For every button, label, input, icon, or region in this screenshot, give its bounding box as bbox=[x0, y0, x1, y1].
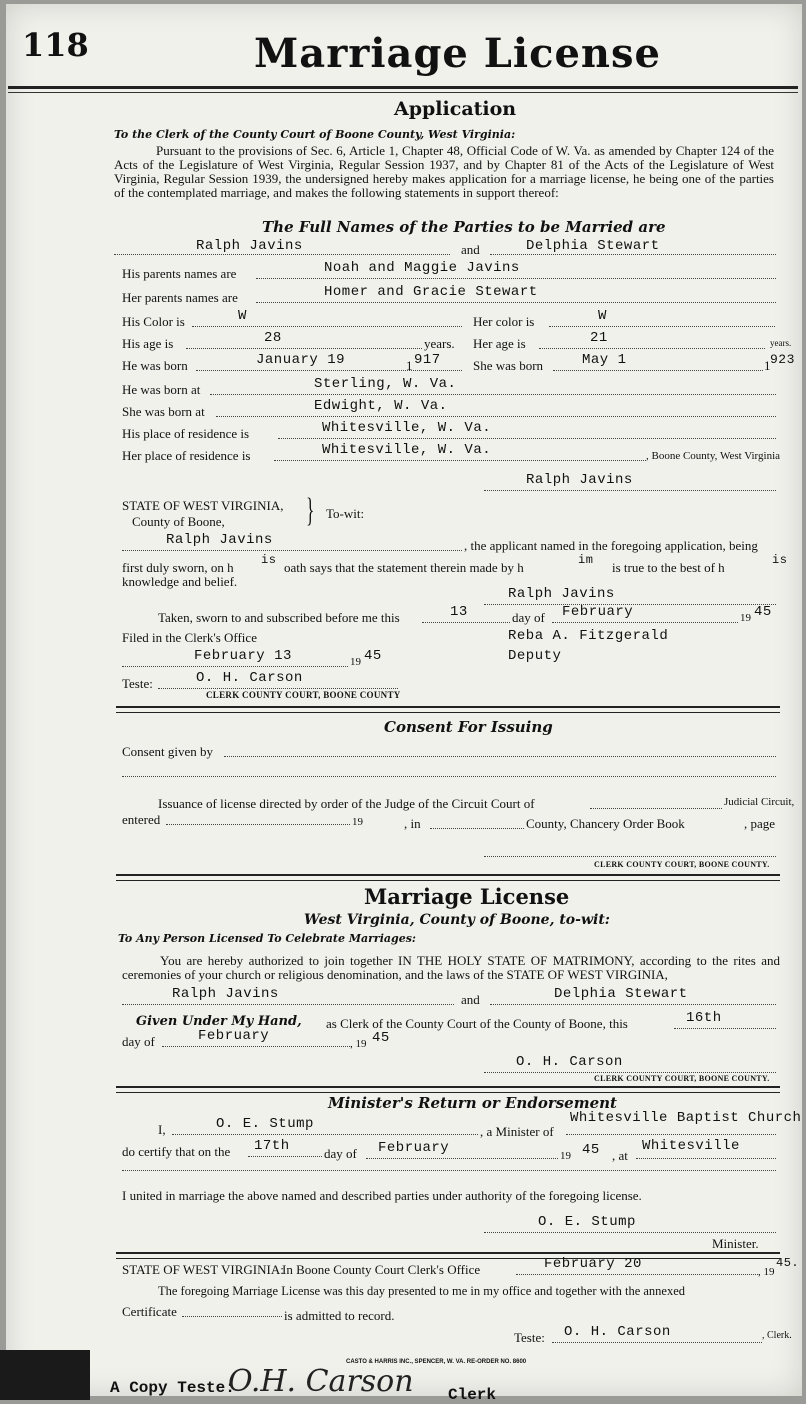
license-clerk-signature: O. H. Carson bbox=[516, 1054, 623, 1070]
his-age: 28 bbox=[264, 330, 282, 346]
page-number: 118 bbox=[22, 26, 89, 64]
minister-label: Minister. bbox=[712, 1236, 759, 1251]
consent-heading: Consent For Issuing bbox=[384, 718, 553, 736]
affidavit-state: STATE OF WEST VIRGINIA, bbox=[122, 498, 284, 513]
license-year-prefix: , 19 bbox=[350, 1038, 367, 1050]
boone-county: , Boone County, West Virginia bbox=[646, 450, 781, 462]
sworn-year: 45 bbox=[754, 604, 772, 620]
teste-name: O. H. Carson bbox=[196, 670, 303, 686]
county-book: County, Chancery Order Book bbox=[526, 816, 685, 831]
minister-of-label: , a Minister of bbox=[480, 1124, 554, 1139]
to-clerk: To the Clerk of the County Court of Boone County, West Virginia: bbox=[114, 128, 516, 141]
groom-name: Ralph Javins bbox=[196, 238, 303, 254]
record-date: February 20 bbox=[544, 1256, 642, 1272]
he-born-date: January 19 bbox=[256, 352, 346, 368]
record-paragraph: The foregoing Marriage License was this day presented to me in my office and together with the annexed bbox=[158, 1284, 686, 1298]
sworn-label: Taken, sworn to and subscribed before me this bbox=[158, 610, 400, 625]
years-label-2: years. bbox=[770, 338, 792, 348]
admitted-text: is admitted to record. bbox=[284, 1308, 395, 1323]
application-heading: Application bbox=[394, 98, 517, 120]
record-office-text: In Boone County Court Clerk's Office bbox=[282, 1262, 481, 1277]
his-color: W bbox=[238, 308, 247, 324]
sworn-line-a: first duly sworn, on h bbox=[122, 560, 234, 575]
her-residence: Whitesville, W. Va. bbox=[322, 442, 492, 458]
he-born-at: Sterling, W. Va. bbox=[314, 376, 457, 392]
minister-day-of: day of bbox=[324, 1146, 357, 1161]
she-born-at-label: She was born at bbox=[122, 404, 205, 419]
section-divider-2 bbox=[116, 874, 780, 881]
filed-year: 45 bbox=[364, 648, 382, 664]
teste-label: Teste: bbox=[122, 676, 153, 691]
page-label: , page bbox=[744, 816, 776, 831]
minister-name: O. E. Stump bbox=[216, 1116, 314, 1132]
united-text: I united in marriage the above named and described parties under authority of the foregoing license. bbox=[122, 1188, 642, 1203]
copy-teste-clerk: Clerk bbox=[448, 1386, 497, 1404]
record-clerk: , Clerk. bbox=[762, 1330, 792, 1341]
entered-nineteen: 19 bbox=[352, 816, 363, 828]
his-color-label: His Color is bbox=[122, 314, 185, 329]
copy-teste-signature: O.H. Carson bbox=[228, 1364, 414, 1399]
record-teste-name: O. H. Carson bbox=[564, 1324, 671, 1340]
record-year-prefix: , 19 bbox=[758, 1266, 775, 1278]
corner-mark bbox=[0, 1350, 90, 1400]
affiant-name: Ralph Javins bbox=[166, 532, 273, 548]
she-born-year-prefix: 1 bbox=[764, 358, 771, 373]
his-fill: is bbox=[261, 553, 277, 567]
judicial-circuit: Judicial Circuit, bbox=[724, 796, 795, 808]
affidavit-county: County of Boone, bbox=[132, 514, 225, 529]
consent-given-by: Consent given by bbox=[122, 744, 213, 759]
section-divider-3 bbox=[116, 1086, 780, 1093]
record-year: 45. bbox=[776, 1256, 800, 1270]
she-born-date: May 1 bbox=[582, 352, 627, 368]
license-groom: Ralph Javins bbox=[172, 986, 279, 1002]
clerk-caption-2: CLERK COUNTY COURT, BOONE COUNTY. bbox=[594, 860, 770, 869]
as-clerk-text: as Clerk of the County Court of the County of Boone, this bbox=[326, 1016, 628, 1031]
she-born-label: She was born bbox=[473, 358, 544, 373]
issuance-text: Issuance of license directed by order of the Judge of the Circuit Court of bbox=[158, 796, 535, 811]
at-label: , at bbox=[612, 1148, 628, 1163]
her-age: 21 bbox=[590, 330, 608, 346]
section-divider-1 bbox=[116, 706, 780, 713]
her-parents: Homer and Gracie Stewart bbox=[324, 284, 538, 300]
clerk-caption-3: CLERK COUNTY COURT, BOONE COUNTY. bbox=[594, 1074, 770, 1083]
top-rule bbox=[8, 86, 798, 89]
his-age-label: His age is bbox=[122, 336, 174, 351]
minister-i: I, bbox=[158, 1122, 166, 1137]
sworn-month: February bbox=[562, 604, 634, 620]
printer-imprint: CASTO & HARRIS INC., SPENCER, W. VA. RE-ORDER NO. 8600 bbox=[346, 1359, 527, 1365]
filed-year-prefix: 19 bbox=[350, 656, 361, 668]
to-any-person: To Any Person Licensed To Celebrate Marriages: bbox=[118, 932, 416, 945]
knowledge: knowledge and belief. bbox=[122, 574, 238, 589]
his-residence: Whitesville, W. Va. bbox=[322, 420, 492, 436]
her-residence-label: Her place of residence is bbox=[122, 448, 251, 463]
she-born-year: 923 bbox=[770, 352, 795, 367]
deputy-title: Deputy bbox=[508, 648, 562, 664]
his-residence-label: His place of residence is bbox=[122, 426, 250, 441]
sworn-line-c: is true to the best of h bbox=[612, 560, 725, 575]
minister-signature: O. E. Stump bbox=[538, 1214, 636, 1230]
minister-month: February bbox=[378, 1140, 450, 1156]
certificate-label: Certificate bbox=[122, 1304, 177, 1319]
years-label: years. bbox=[424, 336, 455, 351]
his-fill-2: is bbox=[772, 553, 788, 567]
he-born-label: He was born bbox=[122, 358, 188, 373]
to-wit: To-wit: bbox=[326, 506, 365, 521]
license-year: 45 bbox=[372, 1030, 390, 1046]
applicant-text: , the applicant named in the foregoing application, being bbox=[464, 538, 758, 553]
her-age-label: Her age is bbox=[473, 336, 526, 351]
license-month: February bbox=[198, 1028, 270, 1044]
record-state: STATE OF WEST VIRGINIA: bbox=[122, 1262, 284, 1277]
day-of-label: day of bbox=[512, 610, 545, 625]
given-under-hand: Given Under My Hand, bbox=[136, 1014, 302, 1029]
certify-label: do certify that on the bbox=[122, 1144, 231, 1159]
license-day: 16th bbox=[686, 1010, 722, 1026]
he-born-year: 917 bbox=[414, 352, 441, 368]
him-fill: im bbox=[578, 553, 594, 567]
license-body: You are hereby authorized to join together IN THE HOLY STATE OF MATRIMONY, according to the rites and ceremonies of your church or religious denomination, and the laws of the STATE OF WEST VIRGINIA, bbox=[122, 953, 780, 982]
license-bride: Delphia Stewart bbox=[554, 986, 688, 1002]
he-born-year-prefix: 1 bbox=[406, 358, 413, 373]
filed-label: Filed in the Clerk's Office bbox=[122, 630, 257, 645]
her-parents-label: Her parents names are bbox=[122, 290, 238, 305]
minister-church: Whitesville Baptist Church bbox=[570, 1110, 802, 1126]
her-color-label: Her color is bbox=[473, 314, 535, 329]
sworn-day: 13 bbox=[450, 604, 468, 620]
and-label: and bbox=[461, 242, 480, 257]
top-rule-thin bbox=[8, 92, 798, 93]
his-parents-label: His parents names are bbox=[122, 266, 237, 281]
she-born-at: Edwight, W. Va. bbox=[314, 398, 448, 414]
sworn-year-prefix: 19 bbox=[740, 612, 751, 624]
applicant-signature: Ralph Javins bbox=[526, 472, 633, 488]
her-color: W bbox=[598, 308, 607, 324]
license-heading: Marriage License bbox=[364, 884, 570, 909]
affidavit-signature: Ralph Javins bbox=[508, 586, 615, 602]
filed-date: February 13 bbox=[194, 648, 292, 664]
entered-label: entered bbox=[122, 812, 161, 827]
he-born-at-label: He was born at bbox=[122, 382, 201, 397]
clerk-caption-1: CLERK COUNTY COURT, BOONE COUNTY bbox=[206, 690, 401, 700]
copy-teste-label: A Copy Teste: bbox=[110, 1379, 235, 1397]
record-teste: Teste: bbox=[514, 1330, 545, 1345]
bride-name: Delphia Stewart bbox=[526, 238, 660, 254]
minister-heading: Minister's Return or Endorsement bbox=[328, 1094, 617, 1112]
application-intro: Pursuant to the provisions of Sec. 6, Article 1, Chapter 48, Official Code of W. Va. as amended by Chapter 124 of the Acts of the Legislature of West Virginia, Regular Session 1937, and by Chapter 81 of the Acts of the Legislature of West Virginia, Regular Session 1939, the undersigned hereby makes application for a marriage license, he being one of the parties of the contemplated marriage, and makes the following statements in support thereof: bbox=[114, 143, 774, 200]
section-divider-4 bbox=[116, 1252, 780, 1259]
minister-year: 45 bbox=[582, 1142, 600, 1158]
minister-day: 17th bbox=[254, 1138, 290, 1154]
full-names-heading: The Full Names of the Parties to be Married are bbox=[262, 218, 666, 236]
license-and: and bbox=[461, 992, 480, 1007]
page-title: Marriage License bbox=[254, 30, 661, 77]
his-parents: Noah and Maggie Javins bbox=[324, 260, 520, 276]
sworn-line-b: oath says that the statement therein made by h bbox=[284, 560, 524, 575]
license-subtitle: West Virginia, County of Boone, to-wit: bbox=[304, 912, 610, 928]
license-day-of: day of bbox=[122, 1034, 155, 1049]
in-label: , in bbox=[404, 816, 421, 831]
brace: } bbox=[306, 492, 315, 529]
license-page bbox=[6, 4, 802, 1404]
minister-place: Whitesville bbox=[642, 1138, 740, 1154]
minister-year-prefix: 19 bbox=[560, 1150, 571, 1162]
deputy-name: Reba A. Fitzgerald bbox=[508, 628, 669, 644]
